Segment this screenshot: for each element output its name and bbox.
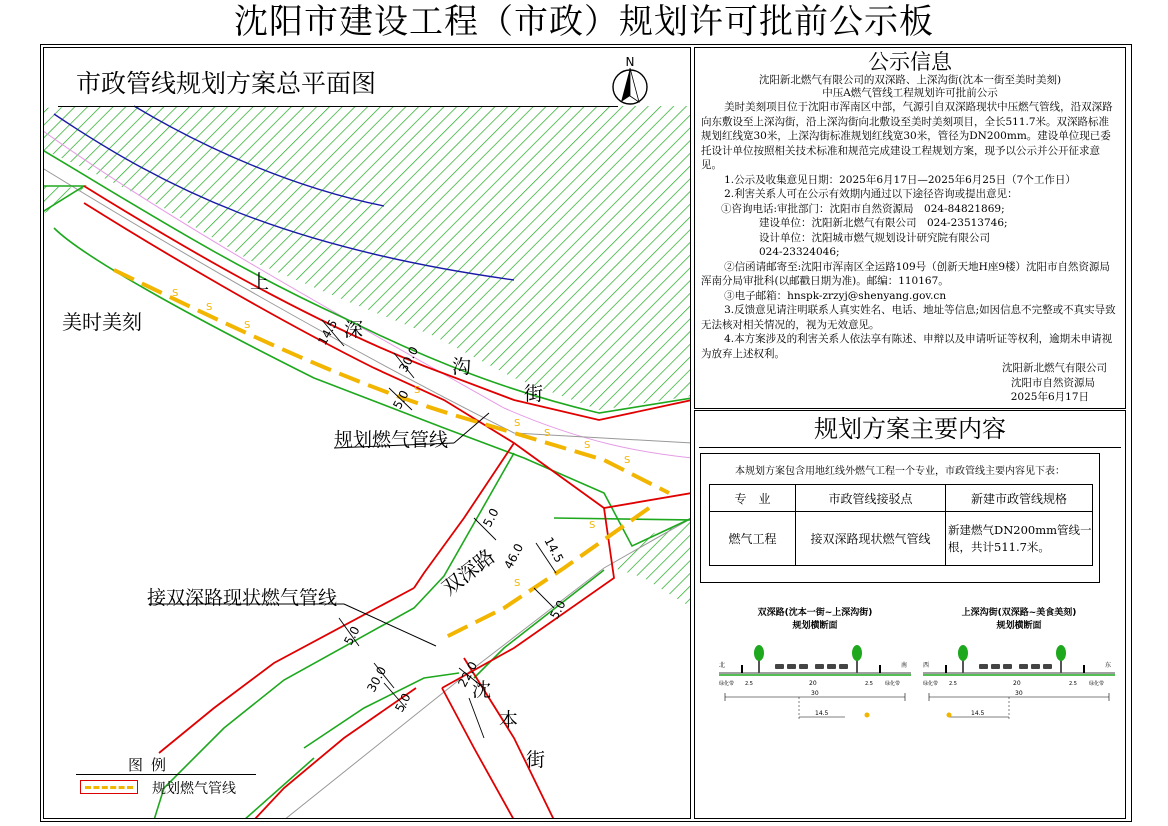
info-heading: 公示信息 — [868, 50, 952, 74]
section-width-mid: 20 — [1013, 680, 1021, 687]
section-offset: 14.5 — [971, 710, 985, 717]
street-shuangshen-label: 双深路 — [437, 544, 500, 600]
section-half-b: 2.5 — [1069, 681, 1077, 687]
info-email: ③电子邮箱：hnspk-zrzyj@shenyang.gov.cn — [724, 289, 947, 302]
dim-5-d: 5.0 — [341, 623, 363, 648]
gas-mark: S — [414, 385, 421, 396]
dim-5-a: 5.0 — [390, 387, 412, 412]
legend-gas-label: 规划燃气管线 — [152, 781, 236, 797]
section-tag-left: 绿化带 — [923, 681, 939, 687]
board-title: 沈阳市建设工程（市政）规划许可批前公示板 — [234, 2, 934, 42]
street-upper-char: 深 — [344, 319, 364, 341]
car-icons — [775, 664, 848, 669]
place-label-meishimeike: 美时美刻 — [62, 310, 142, 334]
section-offset: 14.5 — [815, 710, 829, 717]
info-subtitle — [695, 74, 1125, 100]
gas-mark: S — [206, 302, 213, 313]
info-phone-line3: 设计单位：沈阳城市燃气规划设计研究院有限公司 — [759, 231, 990, 244]
plan-table-box — [700, 453, 1100, 583]
section-dir-left: 西 — [923, 662, 930, 669]
info-subtitle-line1: 沈阳新北燃气有限公司的双深路、上深沟街(沈本一街至美时美刻) — [758, 74, 1062, 86]
street-upper-char: 沟 — [452, 356, 472, 378]
dim-14-5-b: 14.5 — [541, 534, 567, 565]
section-dir-right: 东 — [1105, 662, 1112, 669]
plan-col-connection: 市政管线接驳点 — [796, 485, 946, 512]
plan-cell-connection: 接双深路现状燃气管线 — [796, 512, 946, 566]
legend — [70, 750, 270, 810]
info-item-3: 3.反馈意见请注明联系人真实姓名、电话、地址等信息;如因信息不完整或不真实导致无法核对相关情况的，视为无效意见。 — [701, 304, 1116, 331]
gas-mark: S — [589, 520, 596, 531]
cross-section-drawing — [919, 637, 1119, 737]
section-title-line2: 规划横断面 — [996, 621, 1042, 631]
pedestrian-icons — [945, 665, 1085, 673]
dim-5-b: 5.0 — [480, 505, 502, 530]
plan-heading: 规划方案主要内容 — [814, 415, 1006, 443]
section-title-line2: 规划横断面 — [792, 621, 838, 631]
plan-cell-spec: 新建燃气DN200mm管线一根，共计511.7米。 — [946, 512, 1093, 566]
plan-cell-discipline: 燃气工程 — [710, 512, 796, 566]
section-width-total: 30 — [1015, 690, 1023, 697]
section-tag-right: 绿化带 — [1089, 681, 1105, 687]
gas-mark: S — [244, 320, 251, 331]
table-row — [710, 512, 1093, 566]
section-tag-left: 绿化带 — [719, 681, 735, 687]
section-dir-left: 北 — [719, 662, 726, 669]
plan-intro: 本规划方案包含用地红线外燃气工程一个专业，市政管线主要内容见下表： — [735, 466, 1065, 477]
info-intro: 美时美刻项目位于沈阳市浑南区中部，气源引自双深路现状中压燃气管线，沿双深路向东敷设至上深沟街，沿上深沟街向北敷设至美时美刻项目，全长511.7米。双深路标准规划红线宽30米，上深沟街标准规划红线宽30米，管径为DN200mm。建设单位现已委托设计单位按照相关技术标准和规范完成建设工程规划方案，现予以公示并公开征求意见。 — [701, 101, 1113, 171]
plan-heading-rule — [699, 447, 1121, 448]
dim-22: 22.0 — [455, 659, 481, 690]
dim-5-e: 5.0 — [392, 690, 414, 715]
gas-mark: S — [514, 578, 521, 589]
street-shenben-char: 街 — [526, 749, 546, 771]
info-item-2: 2.利害关系人可在公示有效期内通过以下途径咨询或提出意见： — [724, 188, 1018, 200]
info-body — [695, 100, 1125, 405]
info-phone-line2: 建设单位：沈阳新北燃气有限公司 024-23513746; — [759, 217, 1008, 229]
info-sign-bureau: 沈阳市自然资源局 — [1011, 376, 1095, 389]
plan-col-discipline: 专 业 — [710, 485, 796, 512]
pipe-callout: 规划燃气管线 — [334, 429, 449, 451]
section-width-mid: 20 — [809, 680, 817, 687]
cross-section-shangshengou — [919, 607, 1119, 737]
dim-30-b: 30.0 — [364, 664, 390, 695]
info-mail: ②信函请邮寄至:沈阳市浑南区全运路109号（创新天地H座9楼）沈阳市自然资源局浑南分局审批科(以邮戳日期为准)。邮编：110167。 — [701, 260, 1111, 287]
street-shenben-label — [472, 679, 545, 771]
red-line-6 — [442, 688, 514, 819]
plan-table — [709, 484, 1093, 566]
connection-callout: 接双深路现状燃气管线 — [147, 587, 338, 609]
info-sign-company: 沈阳新北燃气有限公司 — [1002, 362, 1107, 374]
compass-letter: N — [625, 55, 635, 69]
section-half-a: 2.5 — [949, 681, 957, 687]
street-upper-char: 上 — [250, 271, 270, 293]
legend-rule — [76, 774, 256, 775]
cross-section-shuangshen — [715, 607, 915, 737]
cross-section-drawing — [715, 637, 915, 737]
info-sign-date: 2025年6月17日 — [1010, 391, 1089, 403]
info-phone-line1: ①咨询电话:审批部门：沈阳市自然资源局 024-84821869; — [721, 202, 1005, 215]
gas-mark: S — [584, 440, 591, 451]
gas-mark: S — [624, 455, 631, 466]
street-shenben-char: 沈 — [472, 679, 492, 701]
map-title-rule — [58, 106, 618, 107]
car-icons — [979, 664, 1052, 669]
plan-table-header-row — [710, 485, 1093, 512]
plan-col-spec: 新建市政管线规格 — [946, 485, 1093, 512]
map-panel — [43, 47, 691, 819]
section-width-total: 30 — [811, 690, 819, 697]
street-shenben-char: 本 — [499, 709, 519, 731]
map-title: 市政管线规划方案总平面图 — [76, 69, 377, 98]
info-item-1: 1.公示及收集意见日期：2025年6月17日—2025年6月25日（7个工作日） — [724, 173, 1076, 186]
section-tag-right: 绿化带 — [885, 681, 901, 687]
street-upper-char: 街 — [524, 383, 544, 405]
section-half-a: 2.5 — [745, 681, 753, 687]
gas-mark: S — [514, 418, 521, 429]
legend-gas-swatch — [80, 780, 138, 794]
section-half-b: 2.5 — [865, 681, 873, 687]
dim-14-5-a: 14.5 — [315, 317, 341, 348]
road-green-outline-5 — [554, 518, 691, 520]
gas-mark: S — [172, 288, 179, 299]
north-arrow-icon — [608, 54, 652, 108]
dim-30-a: 30.0 — [396, 344, 422, 375]
section-title-line1: 双深路(沈本一街~上深沟街) — [757, 608, 873, 618]
gas-mark: S — [544, 428, 551, 439]
pedestrian-icons — [741, 665, 881, 673]
info-subtitle-line2: 中压A燃气管线工程规划许可批前公示 — [822, 87, 998, 99]
dim-46: 46.0 — [501, 541, 527, 572]
legend-title: 图例 — [128, 756, 175, 774]
dim-5-c: 5.0 — [547, 597, 569, 622]
plan-panel — [694, 410, 1126, 819]
info-phone-line4: 024-23324046; — [759, 246, 840, 258]
section-dir-right: 南 — [901, 662, 908, 669]
info-panel — [694, 47, 1126, 409]
info-item-4: 4.本方案涉及的利害关系人依法享有陈述、申辩以及申请听证等权利，逾期未申请视为放弃上述权利。 — [701, 333, 1113, 360]
section-title-line1: 上深沟街(双深路~美食美刻) — [961, 608, 1077, 618]
